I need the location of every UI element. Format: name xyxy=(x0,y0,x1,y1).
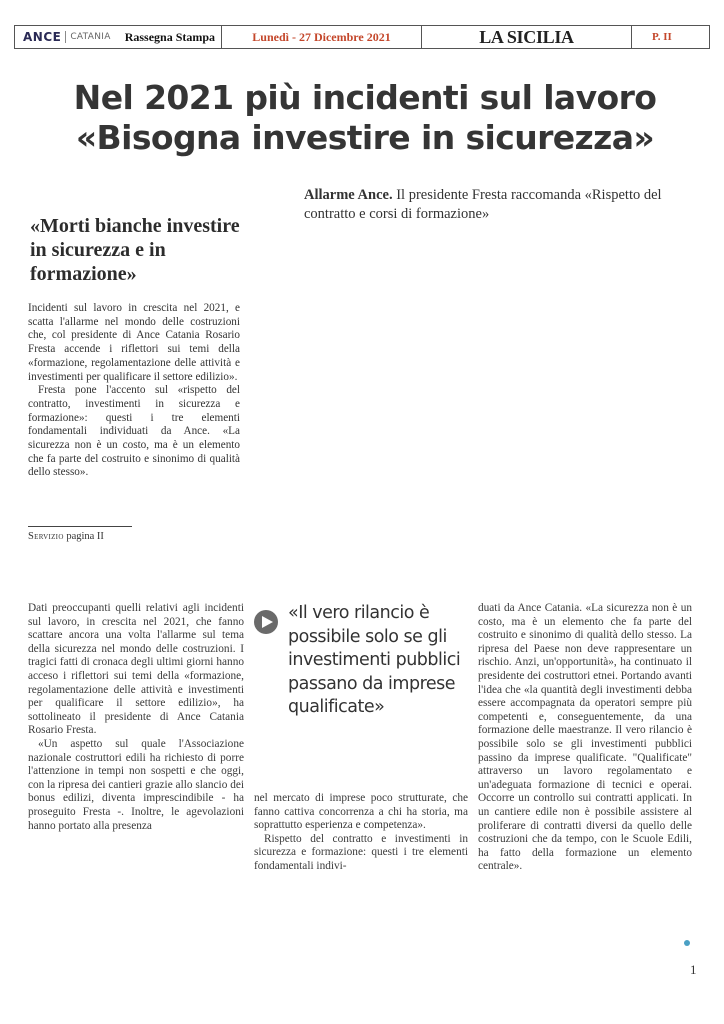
kicker-lead: Allarme Ance. xyxy=(304,187,393,203)
kicker-text: Il presidente Fresta raccomanda «Rispetto del contratto e corsi di formazione» xyxy=(304,187,662,222)
summary-paragraph: Incidenti sul lavoro in crescita nel 2021, e scatta l'allarme nel mondo delle costruzioni che, col presidente di Ance Catania Rosario Fresta accende i riflettori sui temi della «formazione, regolamentazione delle attività e investimenti per qualificare il settore edilizio». xyxy=(28,302,240,383)
service-label: Servizio xyxy=(28,531,64,542)
summary-title: «Morti bianche investire in sicurezza e in formazione» xyxy=(30,215,240,285)
logo-divider xyxy=(65,31,66,43)
headline-line-2: «Bisogna investire in sicurezza» xyxy=(75,118,655,157)
article-column-2 xyxy=(254,792,468,874)
kicker xyxy=(304,186,684,224)
newspaper-name: LA SICILIA xyxy=(422,26,632,48)
page-number: 1 xyxy=(690,962,697,977)
article-column-1 xyxy=(28,602,244,833)
body-paragraph: nel mercato di imprese poco strutturate, che fanno cattiva concorrenza a chi ha storia, ma soprattutto esperienza e competenza». xyxy=(254,792,468,832)
service-reference xyxy=(28,531,104,542)
body-paragraph: «Un aspetto sul quale l'Associazione nazionale costruttori edili ha richiesto di porre l'attenzione in tempi non sospetti e che oggi, con la ripresa dei cantieri grazie allo slancio dei bonus edilizi, diventa imprescindibile - ha proseguito Fresta -. Inoltre, le agevolazioni hanno portato alla presenza xyxy=(28,737,244,832)
summary-body xyxy=(28,302,240,480)
summary-paragraph: Fresta pone l'accento sul «rispetto del contratto, investimenti in sicurezza e formazione»: questi i tre elementi fondamentali individuati da Ance. «La sicurezza non è un costo, ma è un elemento che fa parte del costruito e sinonimo di qualità dello stesso». xyxy=(28,384,240,479)
end-of-article-dot-icon xyxy=(684,940,690,946)
arrow-right-icon xyxy=(254,610,278,634)
summary-rule xyxy=(28,526,132,527)
body-paragraph: Dati preoccupanti quelli relativi agli incidenti sul lavoro, in crescita nel 2021, che fanno scattare ancora una volta l'allarme sul tema della sicurezza nel mondo delle costruzioni. I tragici fatti di cronaca degli ultimi giorni hanno acceso i riflettori sui temi della «formazione, regolamentazione delle attività e investimenti per qualificare il settore edilizio», ha sottolineato il presidente di Ance Catania Rosario Fresta. xyxy=(28,602,244,737)
ance-city: CATANIA xyxy=(70,32,111,42)
press-review-header xyxy=(14,25,710,49)
issue-date: Lunedì - 27 Dicembre 2021 xyxy=(222,26,422,48)
article-column-3 xyxy=(478,602,692,874)
ance-logo: ANCE xyxy=(23,30,62,44)
body-paragraph: duati da Ance Catania. «La sicurezza non è un costo, ma è un elemento che fa parte del costruito e sinonimo di qualità dello stesso. La ripresa del Paese non deve rappresentare un rischio. Anzi, un'opportunità», ha continuato il presidente dei costruttori etnei. Portando avanti l'idea che «la quantità degli investimenti debba essere accompagnata da operatori sempre più competenti e, conseguentemente, da una formazione delle maestranze. Il vero rilancio è possibile solo se gli investimenti pubblici passino da imprese qualificate. "Qualificate" attraverso un lavoro regolamentato e un'adeguata formazione di tecnici e operai. Occorre un controllo sui contratti applicati. In un cantiere edile non è possibile assistere al proliferare di contratti diversi da quello delle costruzioni che da tempo, con le Scuole Edili, ha fatto della formazione un elemento centrale». xyxy=(478,602,692,873)
body-paragraph: Rispetto del contratto e investimenti in sicurezza e formazione: questi i tre elementi fondamentali indivi- xyxy=(254,832,468,872)
article-clipping xyxy=(22,72,690,972)
pull-quote-text: «Il vero rilancio è possibile solo se gli investimenti pubblici passano da imprese qualificate» xyxy=(288,603,461,717)
headline xyxy=(70,78,660,158)
brand-cell xyxy=(15,26,222,48)
page-reference: P. II xyxy=(652,31,672,43)
pull-quote xyxy=(254,602,468,720)
service-page: pagina II xyxy=(63,531,104,542)
headline-line-1: Nel 2021 più incidenti sul lavoro xyxy=(73,78,657,117)
section-label: Rassegna Stampa xyxy=(124,29,216,44)
